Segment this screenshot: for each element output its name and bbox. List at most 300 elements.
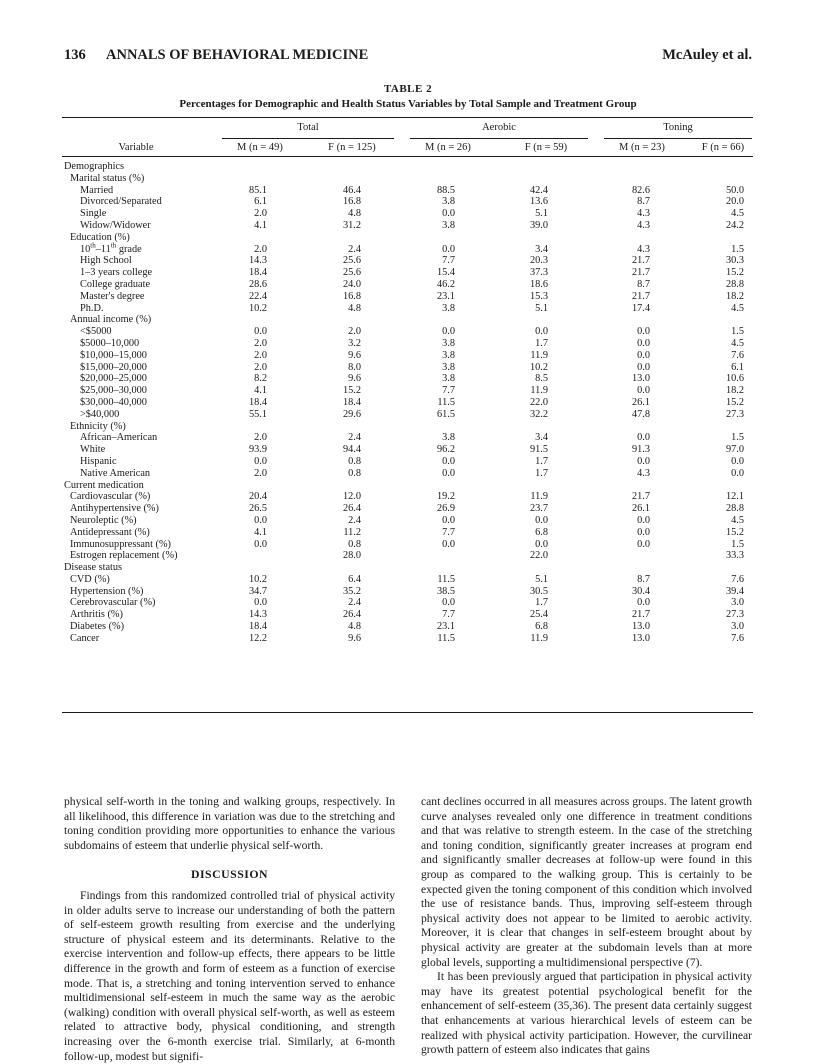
- table-cell: 0.8: [348, 538, 361, 550]
- table-cell: 20.3: [529, 255, 548, 267]
- table-cell: 91.5: [529, 444, 548, 456]
- table-cell: 22.0: [529, 396, 548, 408]
- table-cell: 0.0: [254, 326, 267, 338]
- row-label: Diabetes (%): [70, 621, 125, 633]
- table-cell: 2.4: [348, 597, 361, 609]
- table-cell: 42.4: [529, 184, 548, 196]
- body-column-left: [64, 795, 395, 1064]
- table-cell: 7.6: [731, 632, 744, 644]
- table-cell: 7.7: [442, 609, 455, 621]
- table-cell: 3.0: [731, 621, 744, 633]
- table-cell: 16.8: [342, 290, 361, 302]
- table-cell: 13.0: [631, 632, 650, 644]
- table-cell: 2.0: [254, 361, 267, 373]
- table-cell: 6.1: [731, 361, 744, 373]
- table-row: [64, 397, 752, 409]
- table-cell: 39.0: [529, 219, 548, 231]
- table-cell: 26.1: [631, 503, 650, 515]
- group-underline-total: [222, 138, 394, 139]
- row-label: Neuroleptic (%): [70, 514, 137, 526]
- column-header: M (n = 49): [237, 142, 283, 153]
- table-cell: 0.0: [254, 455, 267, 467]
- table-cell: 32.2: [529, 408, 548, 420]
- table-cell: 0.8: [348, 455, 361, 467]
- table-cell: 11.9: [530, 632, 548, 644]
- row-label: $20,000–25,000: [80, 373, 147, 385]
- table-cell: 0.0: [442, 455, 455, 467]
- table-cell: 16.8: [342, 196, 361, 208]
- table-row: [64, 409, 752, 421]
- running-header: [64, 47, 752, 69]
- table-cell: 0.0: [637, 538, 650, 550]
- table-body: [64, 161, 752, 645]
- table-cell: 7.6: [731, 573, 744, 585]
- table-cell: 1.7: [535, 467, 548, 479]
- group-underline-toning: [604, 138, 752, 139]
- table-row: [64, 550, 752, 562]
- table-cell: 15.2: [725, 267, 744, 279]
- table-cell: 30.5: [529, 585, 548, 597]
- table-cell: 1.5: [731, 326, 744, 338]
- table-cell: 3.4: [535, 243, 548, 255]
- table-cell: 93.9: [248, 444, 267, 456]
- table-cell: 6.8: [535, 621, 548, 633]
- table-cell: 20.4: [248, 491, 267, 503]
- table-number: TABLE 2: [383, 83, 433, 95]
- table-row: [64, 539, 752, 551]
- row-label: Cerebrovascular (%): [70, 597, 156, 609]
- table-row: [64, 267, 752, 279]
- table-row: [64, 574, 752, 586]
- table-cell: 4.3: [637, 243, 650, 255]
- table-cell: 25.6: [342, 267, 361, 279]
- table-cell: 21.7: [631, 255, 650, 267]
- table-cell: 4.5: [731, 302, 744, 314]
- table-cell: 26.1: [631, 396, 650, 408]
- table-cell: 0.0: [442, 514, 455, 526]
- table-cell: 10.2: [529, 361, 548, 373]
- table-cell: 24.2: [725, 219, 744, 231]
- table-cell: 18.4: [342, 396, 361, 408]
- table-row: [64, 432, 752, 444]
- table-cell: 15.4: [436, 267, 455, 279]
- row-label: Hispanic: [80, 455, 117, 467]
- row-label: $25,000–30,000: [80, 385, 147, 397]
- table-cell: 7.7: [442, 526, 455, 538]
- journal-title: ANNALS OF BEHAVIORAL MEDICINE: [106, 47, 369, 63]
- row-label: Education (%): [70, 231, 130, 243]
- table-cell: 1.5: [731, 538, 744, 550]
- row-label: $15,000–20,000: [80, 361, 147, 373]
- table-cell: 25.4: [529, 609, 548, 621]
- row-label: Cancer: [70, 632, 100, 644]
- table-cell: 18.2: [725, 290, 744, 302]
- table-row: [64, 338, 752, 350]
- row-label: Demographics: [64, 161, 125, 172]
- table-cell: 15.2: [725, 526, 744, 538]
- row-label: Marital status (%): [70, 172, 145, 184]
- row-label: Antihypertensive (%): [70, 503, 159, 515]
- table-cell: 26.4: [342, 609, 361, 621]
- table-cell: 1.7: [535, 597, 548, 609]
- table-cell: 7.7: [442, 255, 455, 267]
- table-cell: 11.5: [437, 396, 455, 408]
- table-row: [64, 444, 752, 456]
- row-label: Arthritis (%): [70, 609, 123, 621]
- table-cell: 6.4: [348, 573, 361, 585]
- table-row: [64, 303, 752, 315]
- table-cell: 2.0: [254, 432, 267, 444]
- table-cell: 37.3: [529, 267, 548, 279]
- table-cell: 96.2: [436, 444, 455, 456]
- table-row: [64, 350, 752, 362]
- table-cell: 4.5: [731, 337, 744, 349]
- table-cell: 12.2: [248, 632, 267, 644]
- table-cell: 0.0: [637, 514, 650, 526]
- table-row: [64, 208, 752, 220]
- table-cell: 23.1: [436, 621, 455, 633]
- table-cell: 2.0: [254, 337, 267, 349]
- table-cell: 5.1: [535, 573, 548, 585]
- table-row: [64, 291, 752, 303]
- table-cell: 15.2: [342, 385, 361, 397]
- row-label: Native American: [80, 467, 151, 479]
- table-cell: 4.3: [637, 219, 650, 231]
- table-cell: 2.0: [254, 208, 267, 220]
- table-cell: 8.2: [254, 373, 267, 385]
- table-row: [64, 173, 752, 185]
- table-cell: 3.8: [442, 361, 455, 373]
- table-cell: 26.5: [248, 503, 267, 515]
- table-cell: 1.5: [731, 432, 744, 444]
- table-cell: 3.4: [535, 432, 548, 444]
- row-label: $10,000–15,000: [80, 349, 147, 361]
- table-cell: 1.5: [731, 243, 744, 255]
- table-cell: 4.8: [348, 302, 361, 314]
- table-cell: 0.0: [637, 337, 650, 349]
- table-cell: 34.7: [248, 585, 267, 597]
- table-cell: 0.0: [535, 538, 548, 550]
- table-row: [64, 586, 752, 598]
- table-row: [64, 597, 752, 609]
- table-cell: 3.8: [442, 337, 455, 349]
- table-cell: 55.1: [248, 408, 267, 420]
- row-label: Married: [80, 184, 114, 196]
- table-cell: 2.0: [254, 349, 267, 361]
- table-cell: 8.7: [637, 573, 650, 585]
- table-cell: 4.8: [348, 621, 361, 633]
- table-cell: 0.0: [442, 326, 455, 338]
- variable-column-header: Variable: [118, 142, 154, 153]
- table-cell: 3.8: [442, 219, 455, 231]
- table-header-rule: [62, 156, 753, 157]
- table-row: [64, 491, 752, 503]
- table-row: [64, 255, 752, 267]
- table-cell: 11.5: [437, 573, 455, 585]
- table-cell: 22.4: [248, 290, 267, 302]
- row-label: Divorced/Separated: [80, 196, 162, 208]
- table-cell: 2.4: [348, 432, 361, 444]
- table-row: [64, 609, 752, 621]
- row-label: Current medication: [64, 479, 144, 491]
- row-label: Master's degree: [80, 290, 145, 302]
- table-cell: 30.4: [631, 585, 650, 597]
- table-cell: 23.7: [529, 503, 548, 515]
- table-cell: 35.2: [342, 585, 361, 597]
- table-row: [64, 385, 752, 397]
- table-cell: 0.0: [254, 514, 267, 526]
- table-row: [64, 196, 752, 208]
- row-label: Immunosuppressant (%): [70, 538, 171, 550]
- table-cell: 33.3: [725, 550, 744, 562]
- row-label: Hypertension (%): [70, 585, 144, 597]
- table-cell: 0.0: [535, 514, 548, 526]
- table-cell: 14.3: [248, 255, 267, 267]
- table-cell: 11.9: [530, 491, 548, 503]
- table-cell: 0.0: [254, 597, 267, 609]
- table-cell: 21.7: [631, 609, 650, 621]
- table-cell: 8.5: [535, 373, 548, 385]
- row-label: >$40,000: [80, 408, 120, 420]
- table-cell: 0.0: [637, 326, 650, 338]
- row-label: $5000–10,000: [80, 337, 140, 349]
- column-header: M (n = 26): [425, 142, 471, 153]
- table-cell: 27.3: [725, 408, 744, 420]
- table-cell: 26.9: [436, 503, 455, 515]
- table-row: [64, 362, 752, 374]
- column-header: F (n = 125): [328, 142, 376, 153]
- table-cell: 0.8: [348, 467, 361, 479]
- table-row: [64, 373, 752, 385]
- table-cell: 22.0: [529, 550, 548, 562]
- table-row: [64, 421, 752, 433]
- table-row: [64, 161, 752, 173]
- table-cell: 0.0: [637, 455, 650, 467]
- table-cell: 6.8: [535, 526, 548, 538]
- row-label: Widow/Widower: [80, 219, 151, 231]
- table-cell: 0.0: [637, 597, 650, 609]
- section-heading: DISCUSSION: [190, 867, 269, 882]
- table-cell: 19.2: [436, 491, 455, 503]
- body-paragraph: physical self-worth in the toning and walking groups, respectively. In all likelihood, this difference in variation was due to the stretching and toning condition providing more opportunities to enhance the various subdomains of esteem that underlie physical self-worth.: [64, 795, 395, 852]
- table-row: [64, 468, 752, 480]
- table-cell: 24.0: [342, 278, 361, 290]
- table-cell: 47.8: [631, 408, 650, 420]
- table-cell: 9.6: [348, 632, 361, 644]
- table-cell: 2.0: [254, 243, 267, 255]
- table-cell: 2.4: [348, 243, 361, 255]
- table-row: [64, 503, 752, 515]
- table-cell: 17.4: [631, 302, 650, 314]
- group-header-aerobic: Aerobic: [482, 122, 516, 133]
- group-underline-aerobic: [410, 138, 588, 139]
- row-label: Estrogen replacement (%): [70, 550, 178, 562]
- table-cell: 6.1: [254, 196, 267, 208]
- body-paragraph: cant declines occurred in all measures across groups. The latent growth curve analyses revealed only one difference in treatment conditions and that was relative to strength esteem. In the case of the stretching and toning condition, significantly greater increases at program end and significantly smaller decreases at follow-up were found in this group as compared to the walking group. This is certainly to be expected given the toning component of this condition which involved the use of resistance bands. Thus, improving self-esteem through physical activity does not appear to be limited to aerobic activity. Moreover, it is clear that changes in self-esteem brought about by physical activity are greater at the subdomain levels than at more global levels, supporting a multidimensional perspective (7).: [421, 795, 752, 969]
- table-cell: 3.8: [442, 349, 455, 361]
- table-cell: 0.0: [442, 538, 455, 550]
- table-row: [64, 480, 752, 492]
- table-cell: 1.7: [535, 455, 548, 467]
- table-cell: 23.1: [436, 290, 455, 302]
- table-row: [64, 220, 752, 232]
- table-cell: 0.0: [637, 432, 650, 444]
- table-cell: 38.5: [436, 585, 455, 597]
- table-cell: 94.4: [342, 444, 361, 456]
- table-cell: 5.1: [535, 208, 548, 220]
- body-paragraph: Findings from this randomized controlled trial of physical activity in older adults serve to increase our understanding of both the pattern of self-esteem growth resulting from exercise and the underlying structure of physical esteem and its determinants. Relative to the exercise intervention and follow-up effects, there appears to be little difference in the growth and form of esteem as a function of exercise mode. That is, a stretching and toning intervention served to enhance multidimensional self-esteem in much the same way as the aerobic (walking) condition with overall physical self-worth, as well as esteem related to attractive body, physical conditioning, and strength increasing over the 6-month exercise trial. Similarly, at 6-month follow-up, modest but signifi-: [64, 888, 395, 1063]
- table-cell: 2.0: [254, 467, 267, 479]
- column-header: F (n = 59): [524, 142, 568, 153]
- table-cell: 4.5: [731, 514, 744, 526]
- group-header-toning: Toning: [663, 122, 693, 133]
- author-credit: McAuley et al.: [662, 47, 752, 63]
- table-cell: 18.4: [248, 396, 267, 408]
- table-cell: 4.1: [254, 385, 267, 397]
- table-bottom-rule: [62, 712, 753, 713]
- table-cell: 3.8: [442, 302, 455, 314]
- table-cell: 9.6: [348, 349, 361, 361]
- column-header: M (n = 23): [619, 142, 665, 153]
- table-cell: 28.8: [725, 278, 744, 290]
- table-cell: 28.0: [342, 550, 361, 562]
- table-cell: 4.3: [637, 467, 650, 479]
- table-cell: 15.2: [725, 396, 744, 408]
- row-label: White: [80, 444, 106, 456]
- table-row: [64, 232, 752, 244]
- table-cell: 28.6: [248, 278, 267, 290]
- table-top-rule: [62, 117, 753, 118]
- table-cell: 4.8: [348, 208, 361, 220]
- table-cell: 8.7: [637, 278, 650, 290]
- row-label: High School: [80, 255, 132, 267]
- table-cell: 10.6: [725, 373, 744, 385]
- table-cell: 2.4: [348, 514, 361, 526]
- page-number: 136: [64, 47, 86, 63]
- row-label: 10th–11th grade: [80, 241, 142, 255]
- table-cell: 14.3: [248, 609, 267, 621]
- table-cell: 18.4: [248, 621, 267, 633]
- row-label: 1–3 years college: [80, 267, 153, 279]
- table-cell: 4.1: [254, 526, 267, 538]
- table-cell: 97.0: [725, 444, 744, 456]
- table-cell: 13.6: [529, 196, 548, 208]
- table-cell: 0.0: [637, 361, 650, 373]
- table-cell: 0.0: [637, 349, 650, 361]
- table-cell: 21.7: [631, 290, 650, 302]
- table-row: [64, 326, 752, 338]
- table-cell: 0.0: [254, 538, 267, 550]
- table-cell: 0.0: [442, 597, 455, 609]
- table-cell: 3.0: [731, 597, 744, 609]
- table-cell: 3.2: [348, 337, 361, 349]
- table-cell: 29.6: [342, 408, 361, 420]
- table-cell: 18.6: [529, 278, 548, 290]
- table-cell: 4.1: [254, 219, 267, 231]
- table-cell: 13.0: [631, 621, 650, 633]
- table-row: [64, 456, 752, 468]
- table-cell: 82.6: [631, 184, 650, 196]
- row-label: Ph.D.: [80, 302, 104, 314]
- body-column-right: [421, 795, 752, 1058]
- table-cell: 5.1: [535, 302, 548, 314]
- row-label: <$5000: [80, 326, 112, 338]
- table-cell: 8.0: [348, 361, 361, 373]
- table-cell: 13.0: [631, 373, 650, 385]
- table-cell: 0.0: [535, 326, 548, 338]
- table-cell: 0.0: [442, 243, 455, 255]
- table-cell: 0.0: [442, 467, 455, 479]
- table-cell: 20.0: [725, 196, 744, 208]
- column-header: F (n = 66): [701, 142, 745, 153]
- table-cell: 85.1: [248, 184, 267, 196]
- table-cell: 3.8: [442, 196, 455, 208]
- table-row: [64, 527, 752, 539]
- table-cell: 88.5: [436, 184, 455, 196]
- row-label: Single: [80, 208, 107, 220]
- table-cell: 30.3: [725, 255, 744, 267]
- table-cell: 11.9: [530, 385, 548, 397]
- table-cell: 4.5: [731, 208, 744, 220]
- table-cell: 12.1: [725, 491, 744, 503]
- table-cell: 4.3: [637, 208, 650, 220]
- table-cell: 18.4: [248, 267, 267, 279]
- table-cell: 27.3: [725, 609, 744, 621]
- table-cell: 11.2: [343, 526, 361, 538]
- table-cell: 3.8: [442, 373, 455, 385]
- table-cell: 12.0: [342, 491, 361, 503]
- table-cell: 46.2: [436, 278, 455, 290]
- table-cell: 28.8: [725, 503, 744, 515]
- table-cell: 91.3: [631, 444, 650, 456]
- table-row: [64, 241, 752, 256]
- table-row: [64, 185, 752, 197]
- table-cell: 9.6: [348, 373, 361, 385]
- group-header-total: Total: [297, 122, 319, 133]
- table-cell: 0.0: [637, 385, 650, 397]
- row-label: CVD (%): [70, 573, 110, 585]
- table-cell: 21.7: [631, 491, 650, 503]
- table-row: [64, 515, 752, 527]
- table-cell: 7.6: [731, 349, 744, 361]
- table-cell: 0.0: [637, 526, 650, 538]
- table-cell: 21.7: [631, 267, 650, 279]
- table-cell: 61.5: [436, 408, 455, 420]
- row-label: Ethnicity (%): [70, 420, 126, 432]
- table-cell: 7.7: [442, 385, 455, 397]
- body-paragraph: It has been previously argued that participation in physical activity may have its greatest potential psychological benefit for the enhancement of self-esteem (35,36). The present data certainly suggest that enhancements at various hierarchical levels of esteem can be realized with physical activity participation. However, the curvilinear growth pattern of esteem also indicates that gains: [421, 970, 752, 1057]
- table-cell: 3.8: [442, 432, 455, 444]
- table-title: Percentages for Demographic and Health Status Variables by Total Sample and Treatment Group: [179, 98, 637, 110]
- table-cell: 11.9: [530, 349, 548, 361]
- table-cell: 1.7: [535, 337, 548, 349]
- table-cell: 0.0: [731, 467, 744, 479]
- table-cell: 10.2: [248, 302, 267, 314]
- table-cell: 31.2: [342, 219, 361, 231]
- row-label: Cardiovascular (%): [70, 491, 151, 503]
- table-cell: 11.5: [437, 632, 455, 644]
- table-cell: 8.7: [637, 196, 650, 208]
- row-label: $30,000–40,000: [80, 396, 147, 408]
- row-label: Antidepressant (%): [70, 526, 150, 538]
- table-row: [64, 562, 752, 574]
- row-label: College graduate: [80, 278, 151, 290]
- table-row: [64, 633, 752, 645]
- table-cell: 10.2: [248, 573, 267, 585]
- table-cell: 2.0: [348, 326, 361, 338]
- table-cell: 25.6: [342, 255, 361, 267]
- table-row: [64, 314, 752, 326]
